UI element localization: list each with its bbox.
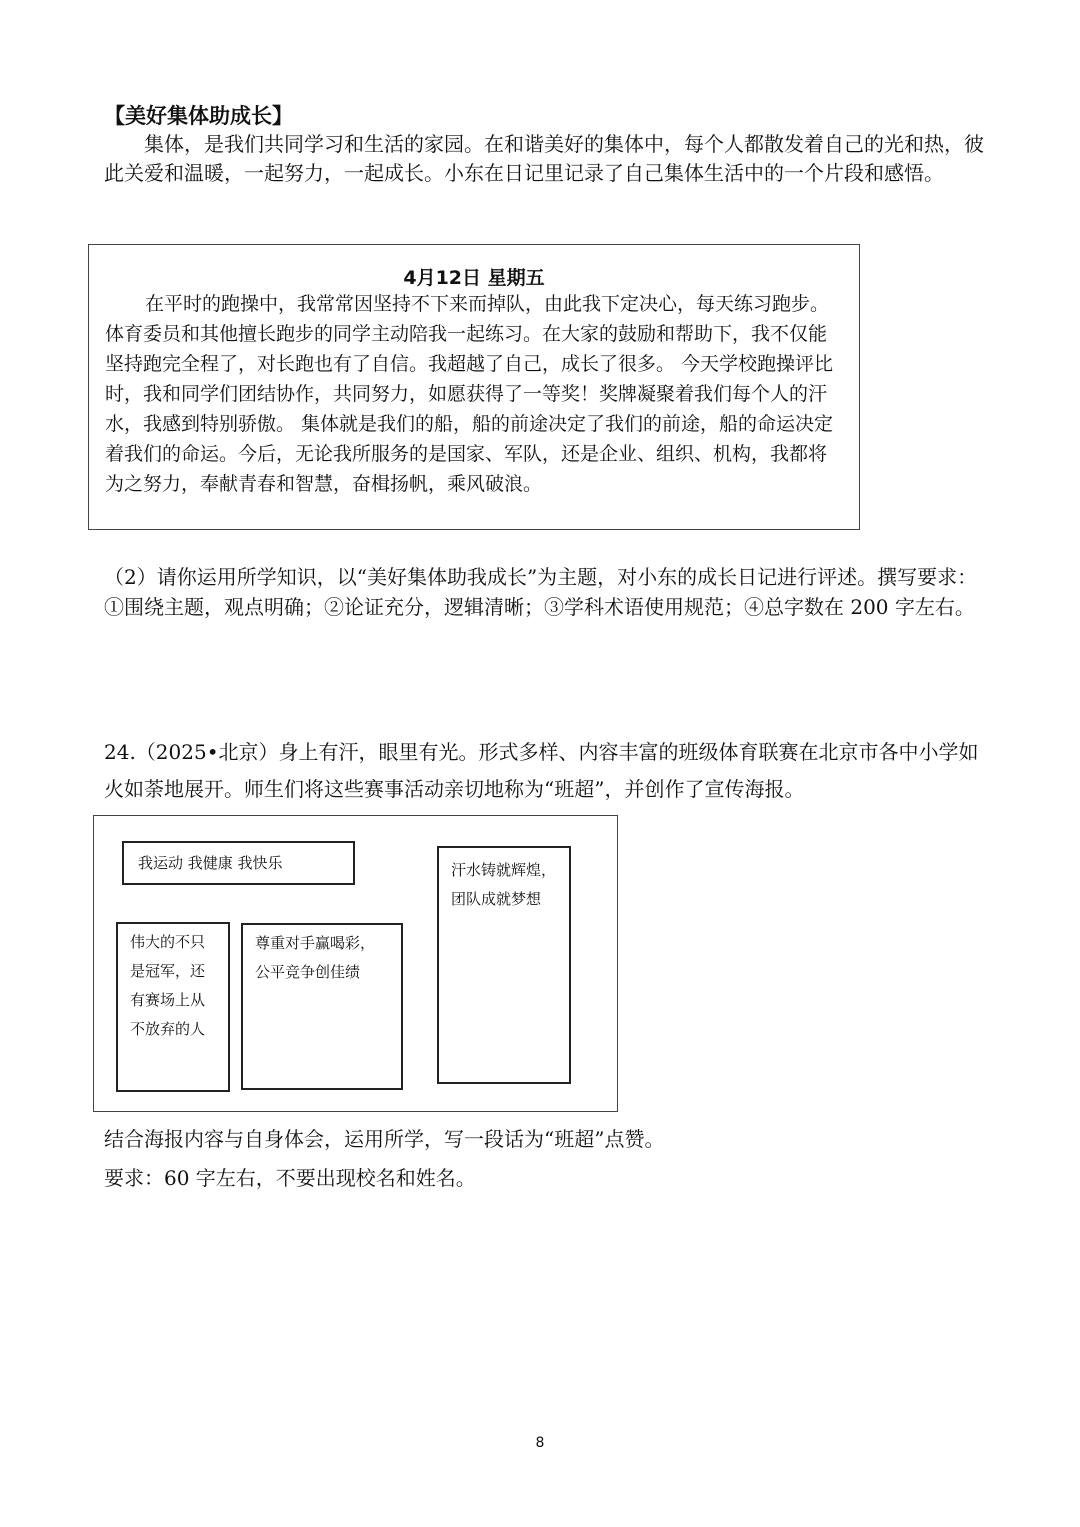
page-number: 8 (535, 1435, 545, 1451)
requirement-text: 要求：60 字左右，不要出现校名和姓名。 (104, 1166, 476, 1190)
question-2: （2）请你运用所学知识，以“美好集体助我成长”为主题，对小东的成长日记进行评述。撰写要求：①围绕主题，观点明确；②论证充分，逻辑清晰；③学科术语使用规范；④总字数在 200 字左右。 (104, 565, 978, 619)
poster (93, 815, 618, 1112)
poster-box-right: 汗水铸就辉煌，团队成就梦想 (437, 846, 571, 1084)
question-24: 24.（2025•北京）身上有汗，眼里有光。形式多样、内容丰富的班级体育联赛在北京市各中小学如火如荼地展开。师生们将这些赛事活动亲切地称为“班超”，并创作了宣传海报。 (104, 740, 979, 801)
diary-date: 4月12日 星期五 (403, 267, 545, 289)
task-text: 结合海报内容与自身体会，运用所学，写一段话为“班超”点赞。 (104, 1127, 665, 1151)
section-heading: 【美好集体助成长】 (104, 104, 293, 128)
diary-box (88, 244, 860, 530)
section-intro: 集体，是我们共同学习和生活的家园。在和谐美好的集体中，每个人都散发着自己的光和热，彼此关爱和温暖，一起努力，一起成长。小东在日记里记录了自己集体生活中的一个片段和感悟。 (104, 132, 984, 185)
poster-box-left: 伟大的不只是冠军，还有赛场上从不放弃的人 (116, 922, 230, 1092)
poster-slogan: 我运动 我健康 我快乐 (122, 841, 355, 885)
poster-box-middle: 尊重对手赢喝彩，公平竞争创佳绩 (241, 923, 403, 1090)
diary-body: 在平时的跑操中，我常常因坚持不下来而掉队，由此我下定决心，每天练习跑步。体育委员和其他擅长跑步的同学主动陪我一起练习。在大家的鼓励和帮助下，我不仅能坚持跑完全程了，对长跑也有了自信。我超越了自己，成长了很多。 今天学校跑操评比时，我和同学们团结协作，共同努力，如愿获得了一等奖！奖牌凝聚着我们每个人的汗水，我感到特别骄傲。 集体就是我们的船，船的前途决定了我们的前途，船的命运决定着我们的命运。今后，无论我所服务的是国家、军队，还是企业、组织、机构，我都将为之努力，奉献青春和智慧，奋楫扬帆，乘风破浪。 (105, 293, 834, 495)
